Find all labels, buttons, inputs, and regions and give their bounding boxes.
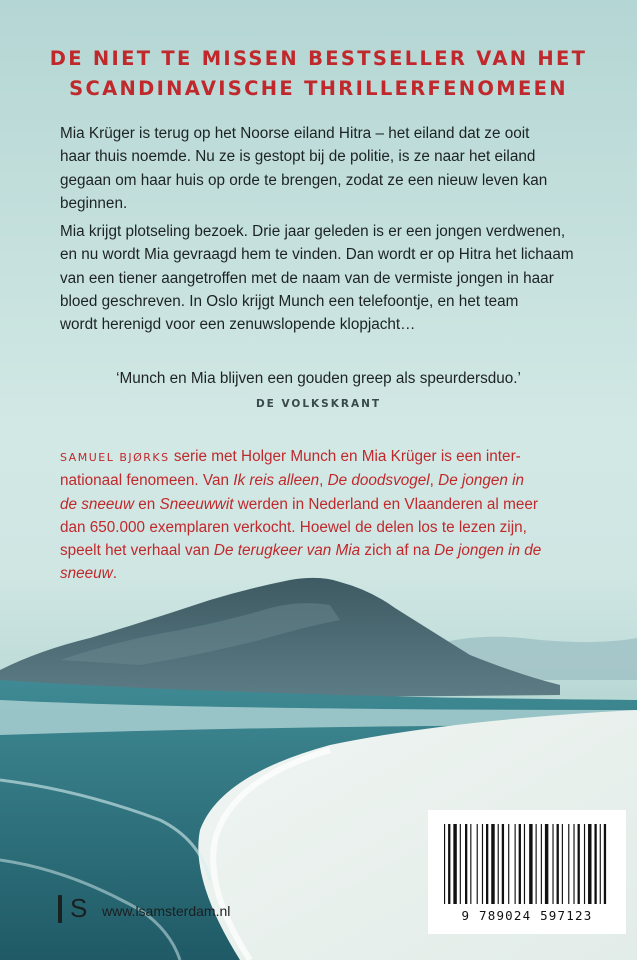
series-line [60,469,600,492]
author-name: SAMUEL BJØRKS [60,451,170,464]
book-title: De terugkeer van Mia [213,542,361,560]
series-text: werden in Nederland en Vlaanderen al meer [233,495,538,513]
blurb-line: van een tiener aangetroffen met de naam van de vermiste jongen in haar [60,269,554,287]
headline-line-2: SCANDINAVISCHE THRILLERFENOMEEN [69,77,568,100]
series-line [60,539,600,562]
book-title: Sneeuwwit [159,495,234,513]
review-quote: ‘Munch en Mia blijven een gouden greep als speurdersduo.’ [116,370,521,387]
book-title: sneeuw [60,565,113,583]
series-text: nationaal fenomeen. Van [60,472,234,490]
series-paragraph [60,445,600,586]
logo-letter: S [70,893,88,923]
series-text: speelt het verhaal van [60,542,214,560]
series-line: dan 650.000 exemplaren verkocht. Hoewel de delen los te lezen zijn, [60,518,527,536]
series-text: en [134,495,160,513]
blurb-line: bloed geschreven. In Oslo krijgt Munch een telefoontje, en het team [60,292,519,310]
series-text: serie met Holger Munch en Mia Krüger is een inter- [169,448,521,465]
series-line [60,493,600,516]
blurb-line: en nu wordt Mia gevraagd hem te vinden. Dan wordt er op Hitra het lichaam [60,246,574,264]
logo-bar-icon [58,895,62,923]
review-source: DE VOLKSKRANT [255,398,382,410]
blurb-line: Mia krijgt plotseling bezoek. Drie jaar geleden is er een jongen verdwenen, [60,223,566,240]
blurb-line: haar thuis noemde. Nu ze is gestopt bij de politie, is ze naar het eiland [60,148,536,166]
publisher-website: www.lsamsterdam.nl [102,903,231,919]
isbn-number: 9 789024 597123 [461,908,593,923]
isbn-barcode [428,810,626,934]
book-title: de sneeuw [60,495,134,513]
series-text: , [429,472,439,490]
book-title: De doodsvogel [327,472,430,490]
blurb-paragraph-1 [60,122,600,215]
series-text: zich af na [360,542,435,560]
book-title: De jongen in [438,472,525,490]
barcode-bars-icon [442,824,612,906]
book-title: Ik reis alleen [233,472,320,490]
series-line [60,562,600,585]
headline-line-1: DE NIET TE MISSEN BESTSELLER VAN HET [49,47,588,70]
blurb-line: gegaan om haar huis op orde te brengen, zodat ze een nieuw leven kan [60,171,548,189]
headline [0,44,637,104]
blurb-line: beginnen. [60,194,128,212]
blurb-paragraph-2 [60,220,600,336]
blurb-line: Mia Krüger is terug op het Noorse eiland Hitra – het eiland dat ze ooit [60,125,530,142]
series-line [60,445,600,469]
series-text: , [319,472,328,490]
book-title: De jongen in de [434,542,542,560]
blurb-line: wordt herenigd voor een zenuwslopende klopjacht… [60,316,416,334]
series-text: . [112,565,117,583]
publisher-logo [58,893,87,923]
